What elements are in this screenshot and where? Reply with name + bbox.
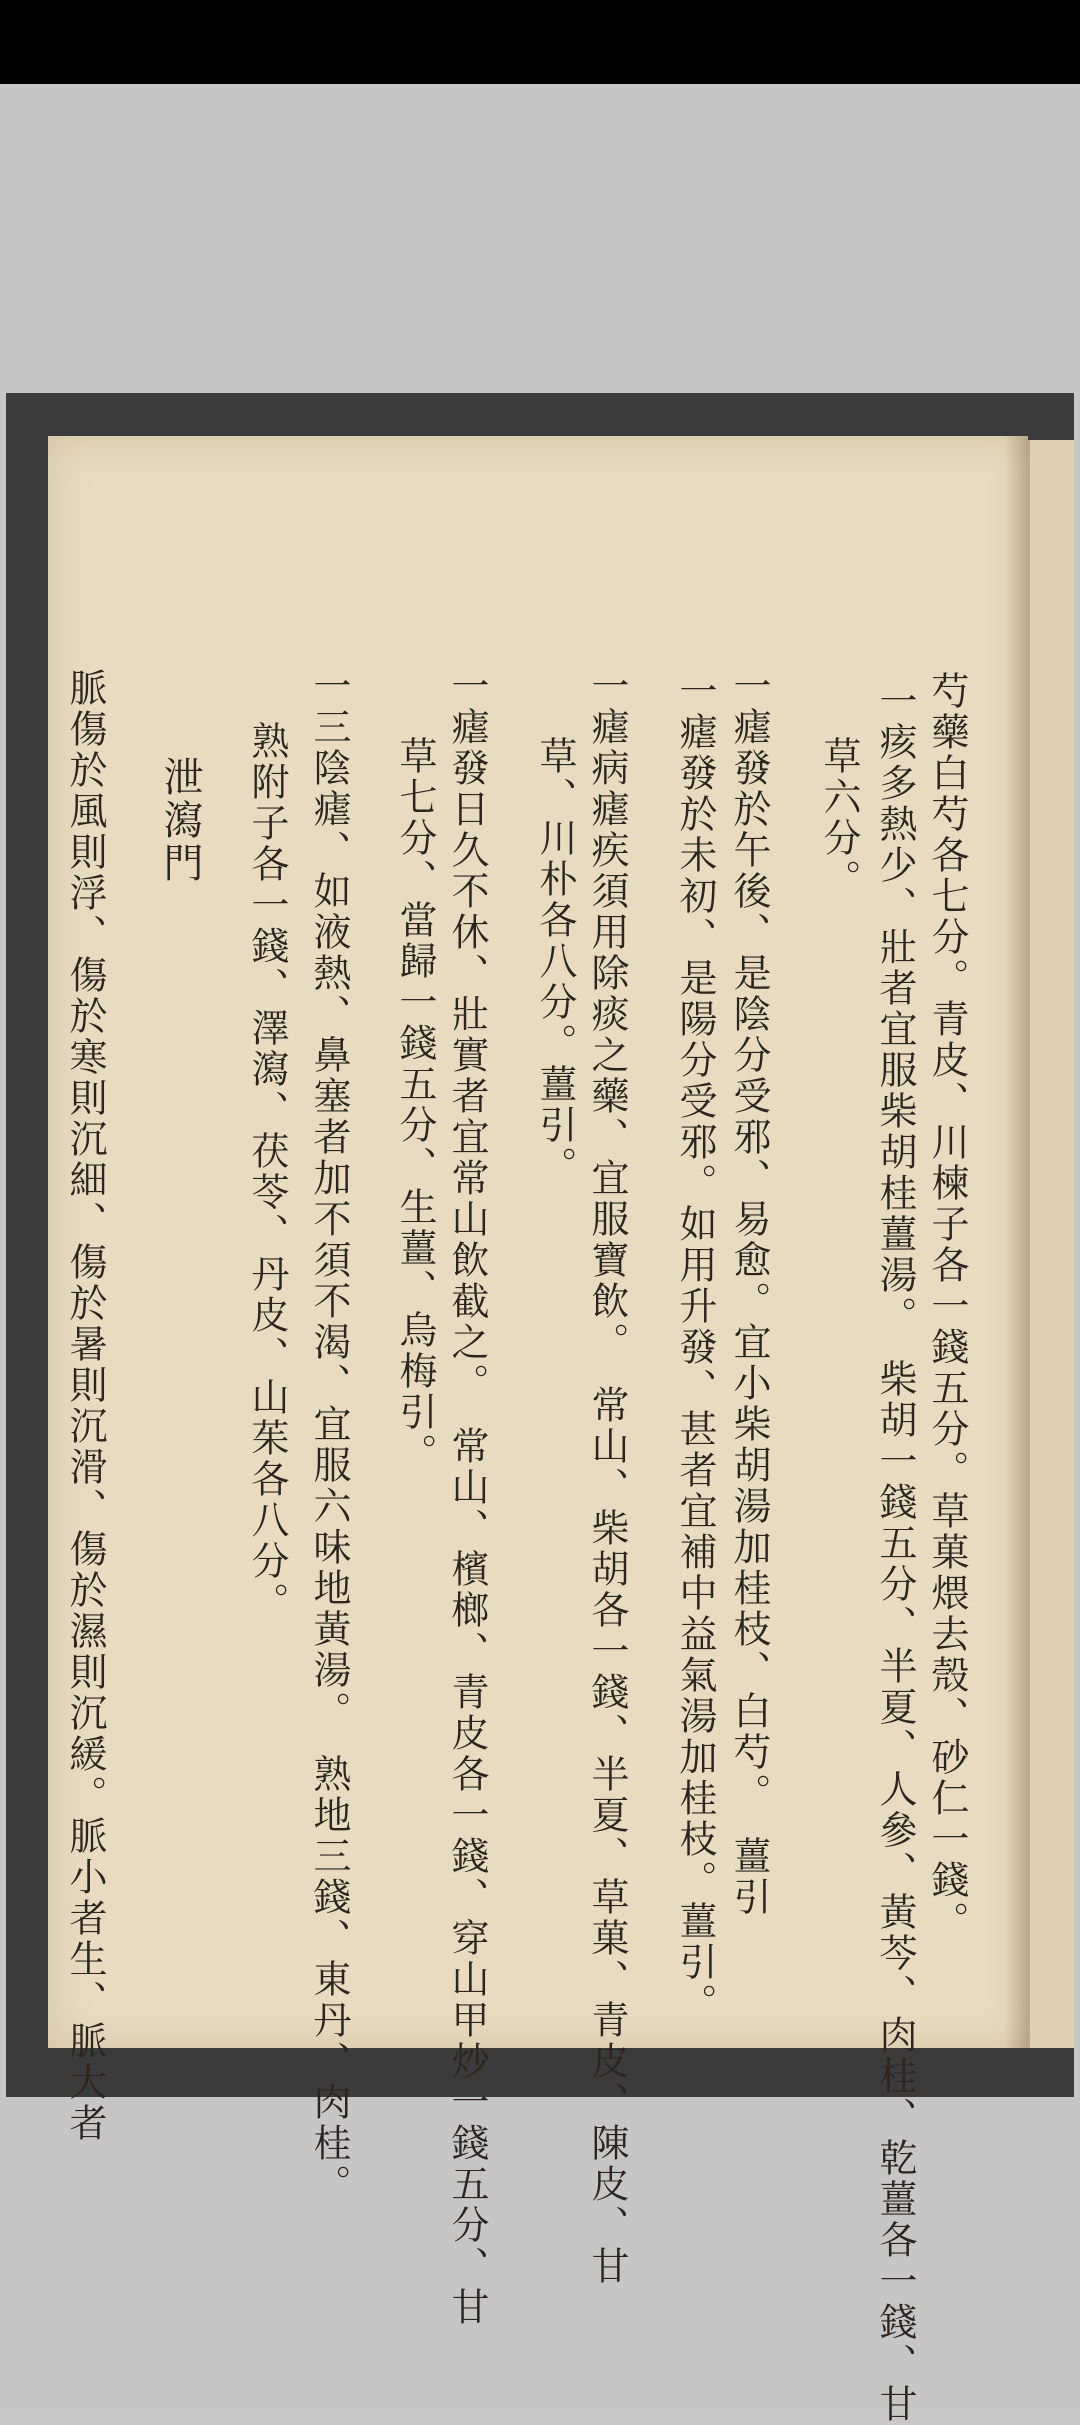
text-column-6: 一瘧病瘧疾須用除痰之藥、宜服寶飲。 常山、柴胡各一錢、半夏、草菓、青皮、陳皮、甘 <box>585 666 629 2287</box>
text-column-1: 芍藥白芍各七分。青皮、川楝子各一錢五分。草菓煨去殼、砂仁一錢。 <box>925 671 969 1942</box>
text-column-11: 熟附子各一錢、澤瀉、茯苓、丹皮、山茱各八分。 <box>245 721 289 1623</box>
section-heading: 泄瀉門 <box>157 756 203 885</box>
status-bar <box>0 0 1080 84</box>
text-column-12: 脈傷於風則浮、傷於寒則沉細、傷於暑則沉滑、傷於濕則沉緩。脈小者生、脈大者 <box>63 668 107 2144</box>
text-column-9: 草七分、當歸一錢五分、生薑、烏梅引。 <box>393 736 437 1474</box>
text-column-4: 一瘧發於午後、是陰分受邪、易愈。宜小柴胡湯加桂枝、白芍。 薑引 <box>727 666 771 1918</box>
text-column-10: 一三陰瘧、如液熱、鼻塞者加不須不渴、宜服六味地黃湯。 熟地三錢、東丹、肉桂。 <box>307 666 351 2205</box>
text-column-5: 一瘧發於未初、是陽分受邪。如用升發、甚者宜補中益氣湯加桂枝。薑引。 <box>673 671 717 2024</box>
text-column-8: 一瘧發日久不休、壯實者宜常山飲截之。 常山、檳榔、青皮各一錢、穿山甲炒一錢五分、甘 <box>445 666 489 2328</box>
text-column-7: 草、川朴各八分。薑引。 <box>533 736 577 1187</box>
binding-shadow <box>1004 436 1028 2048</box>
text-column-2: 一痎多熱少、壯者宜服柴胡桂薑湯。 柴胡一錢五分、半夏、人參、黃芩、肉桂、乾薑各一錢、甘 <box>873 681 917 2425</box>
text-column-3: 草六分。 <box>817 736 861 900</box>
adjacent-page-edge <box>1028 440 1074 2048</box>
manuscript-page <box>48 436 1028 2425</box>
